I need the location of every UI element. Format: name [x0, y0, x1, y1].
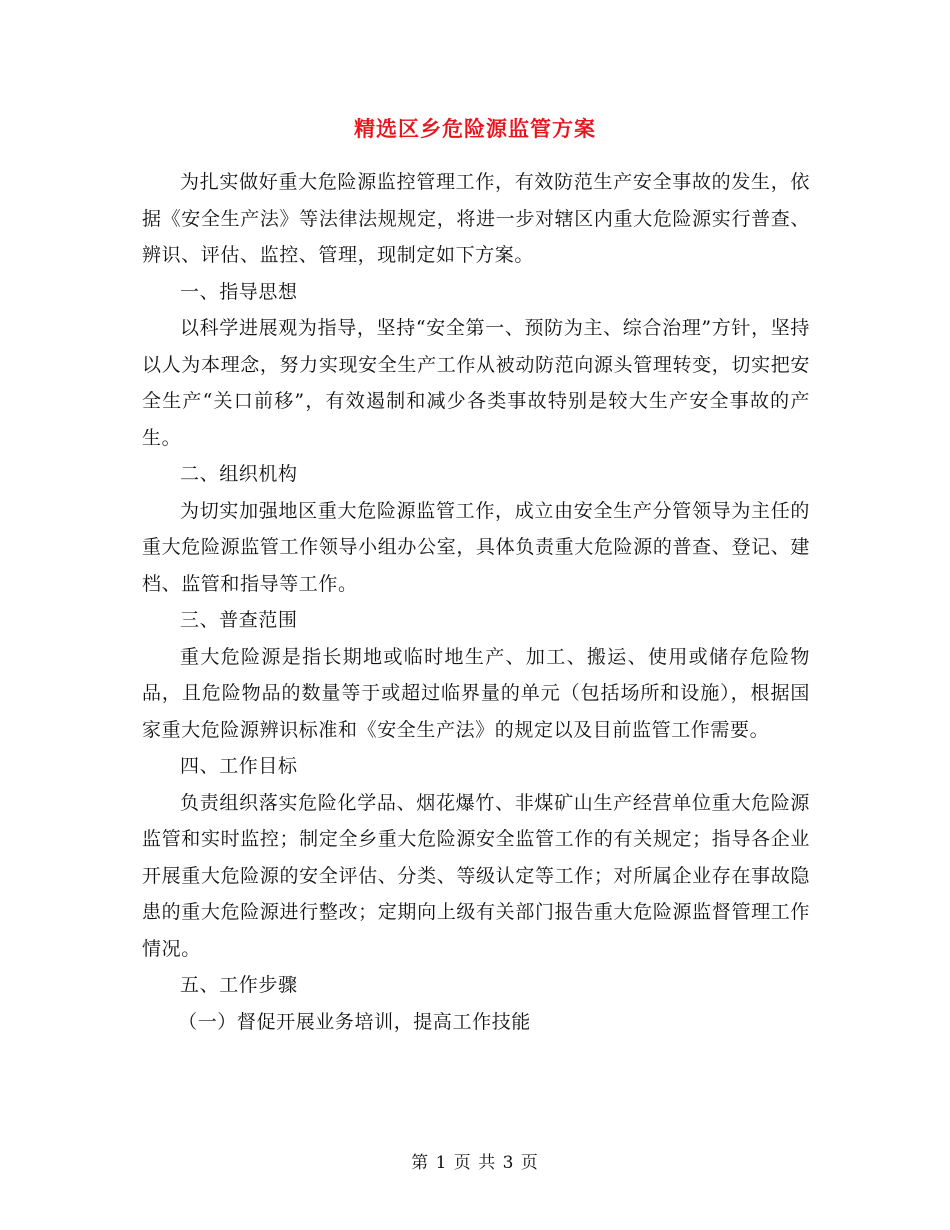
intro-paragraph: 为扎实做好重大危险源监控管理工作，有效防范生产安全事故的发生，依据《安全生产法》等法律法规规定，将进一步对辖区内重大危险源实行普查、辨识、评估、监控、管理，现制定如下方案。: [142, 171, 810, 266]
section-heading-organization: 二、组织机构: [180, 463, 298, 485]
page-number-footer: 第 1 页 共 3 页: [411, 1153, 539, 1173]
document-body: [142, 164, 810, 1040]
survey-scope-paragraph: 重大危险源是指长期地或临时地生产、加工、搬运、使用或储存危险物品，且危险物品的数量等于或超过临界量的单元（包括场所和设施），根据国家重大危险源辨识标准和《安全生产法》的规定以及目前监管工作需要。: [142, 645, 810, 741]
section-heading-work-goals: 四、工作目标: [180, 755, 298, 777]
section-heading-survey-scope: 三、普查范围: [180, 609, 298, 631]
subsection-heading-training: （一）督促开展业务培训，提高工作技能: [178, 1010, 531, 1033]
document-title: 精选区乡危险源监管方案: [354, 116, 596, 141]
organization-paragraph: 为切实加强地区重大危险源监管工作，成立由安全生产分管领导为主任的重大危险源监管工作领导小组办公室，具体负责重大危险源的普查、登记、建档、监管和指导等工作。: [142, 499, 810, 595]
section-heading-work-steps: 五、工作步骤: [180, 974, 298, 996]
guiding-thought-paragraph: 以科学进展观为指导，坚持“安全第一、预防为主、综合治理”方针，坚持以人为本理念，努力实现安全生产工作从被动防范向源头管理转变，切实把安全生产“关口前移”，有效遏制和减少各类事故特别是较大生产安全事故的产生。: [142, 317, 810, 449]
work-goals-paragraph: 负责组织落实危险化学品、烟花爆竹、非煤矿山生产经营单位重大危险源监管和实时监控；制定全乡重大危险源安全监管工作的有关规定；指导各企业开展重大危险源的安全评估、分类、等级认定等工作；对所属企业存在事故隐患的重大危险源进行整改；定期向上级有关部门报告重大危险源监督管理工作情况。: [142, 791, 810, 960]
section-heading-guiding-thought: 一、指导思想: [180, 280, 298, 303]
